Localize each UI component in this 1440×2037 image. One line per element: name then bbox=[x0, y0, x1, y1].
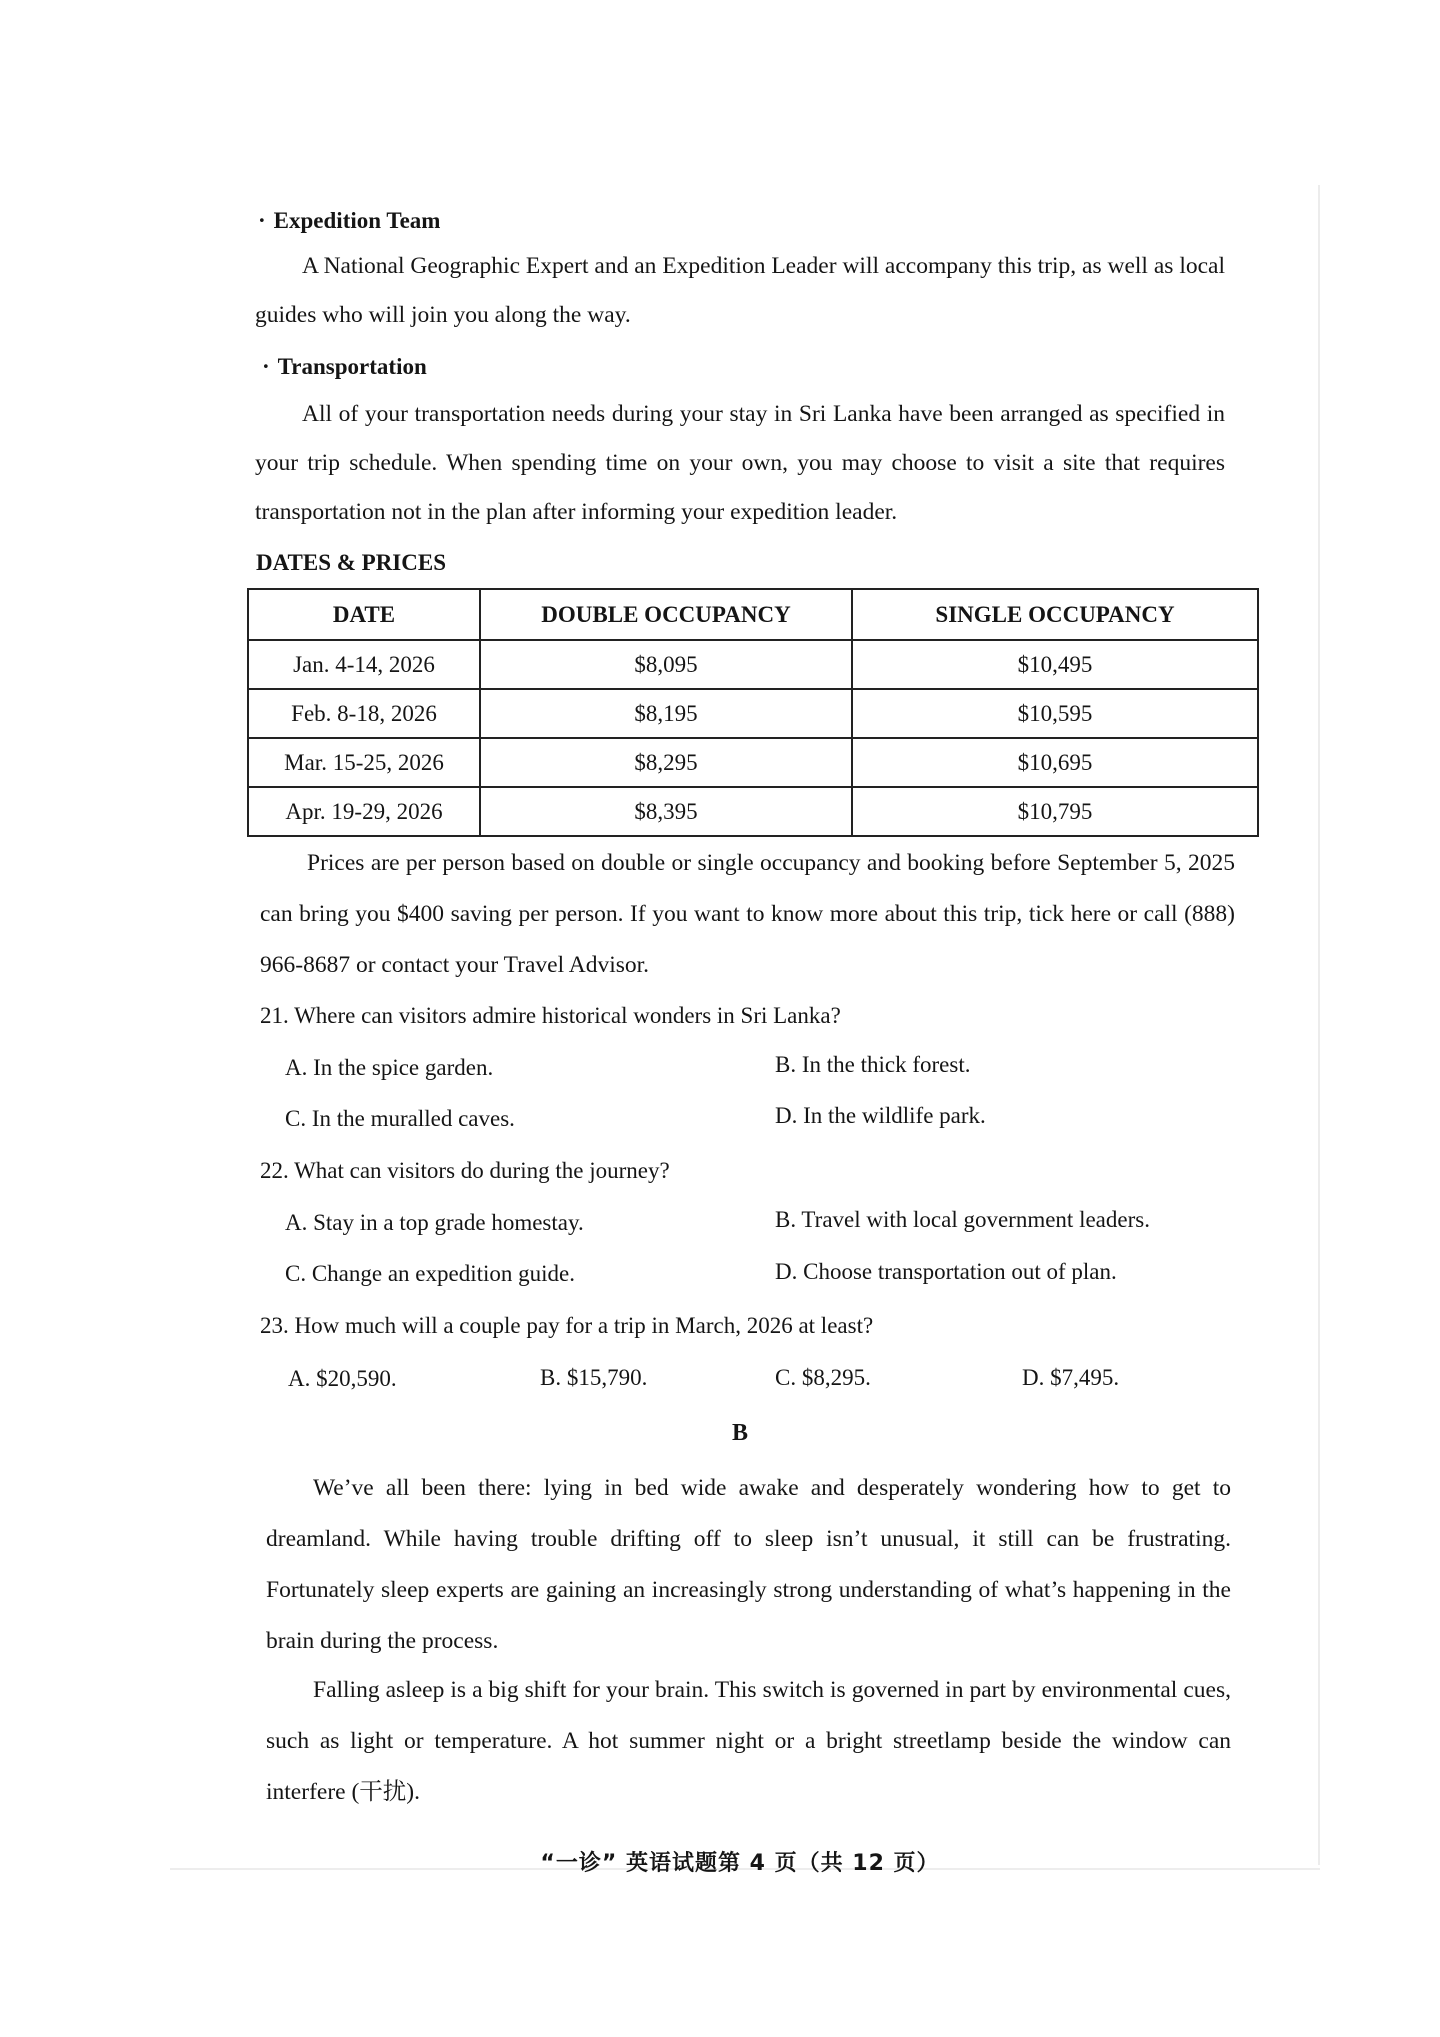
table-row bbox=[248, 738, 1258, 787]
paragraph-text: Falling asleep is a big shift for your brain. This switch is governed in part by environmental cues, such as light or temperature. A hot summer night or a bright streetlamp beside the window can interfere (干扰). bbox=[266, 1677, 1231, 1805]
paragraph-b-1 bbox=[266, 1463, 1231, 1667]
question-21-option-c: C. In the muralled caves. bbox=[285, 1106, 515, 1131]
column-header-single: SINGLE OCCUPANCY bbox=[852, 589, 1258, 640]
table-cell: $8,095 bbox=[480, 640, 852, 689]
question-21-option-d: D. In the wildlife park. bbox=[775, 1103, 986, 1128]
table-cell: $8,195 bbox=[480, 689, 852, 738]
paragraph-text: We’ve all been there: lying in bed wide awake and desperately wondering how to get to dreamland. While having trouble drifting off to sleep isn’t unusual, it still can be frustrating. Fortunately sleep experts are gaining an increasingly strong understanding of what’s happening in the brain during the process. bbox=[266, 1475, 1231, 1654]
table-cell: Apr. 19-29, 2026 bbox=[248, 787, 480, 836]
paragraph-text: All of your transportation needs during your stay in Sri Lanka have been arranged as specified in your trip schedule. When spending time on your own, you may choose to visit a site that requires transportation not in the plan after informing your expedition leader. bbox=[255, 401, 1225, 525]
table-cell: $8,395 bbox=[480, 787, 852, 836]
table-cell: Mar. 15-25, 2026 bbox=[248, 738, 480, 787]
heading-text: Expedition Team bbox=[273, 208, 441, 233]
paragraph-text: A National Geographic Expert and an Expedition Leader will accompany this trip, as well as local guides who will join you along the way. bbox=[255, 253, 1225, 328]
heading-expedition-team bbox=[258, 208, 440, 234]
page-footer: “一诊” 英语试题第 4 页（共 12 页） bbox=[540, 1851, 940, 1876]
column-header-date: DATE bbox=[248, 589, 480, 640]
paragraph-price-note bbox=[260, 838, 1235, 991]
heading-dates-prices: DATES & PRICES bbox=[256, 550, 446, 575]
question-22-option-c: C. Change an expedition guide. bbox=[285, 1261, 575, 1286]
paragraph-expedition-team bbox=[255, 242, 1225, 340]
question-23-option-a: A. $20,590. bbox=[288, 1366, 397, 1391]
table-row bbox=[248, 640, 1258, 689]
section-label-b: B bbox=[731, 1420, 748, 1446]
table-cell: $8,295 bbox=[480, 738, 852, 787]
question-22: 22. What can visitors do during the journey? bbox=[260, 1158, 670, 1183]
table-cell: $10,795 bbox=[852, 787, 1258, 836]
question-23-option-d: D. $7,495. bbox=[1022, 1365, 1120, 1390]
column-header-double: DOUBLE OCCUPANCY bbox=[480, 589, 852, 640]
table-header-row bbox=[248, 589, 1258, 640]
table-cell: Jan. 4-14, 2026 bbox=[248, 640, 480, 689]
table-cell: $10,595 bbox=[852, 689, 1258, 738]
table-row bbox=[248, 689, 1258, 738]
scan-edge-right bbox=[1318, 185, 1320, 1865]
question-21-option-b: B. In the thick forest. bbox=[775, 1052, 971, 1077]
price-table bbox=[247, 588, 1259, 837]
table-cell: $10,495 bbox=[852, 640, 1258, 689]
question-22-option-d: D. Choose transportation out of plan. bbox=[775, 1259, 1117, 1284]
question-22-option-b: B. Travel with local government leaders. bbox=[775, 1207, 1150, 1232]
question-21: 21. Where can visitors admire historical wonders in Sri Lanka? bbox=[260, 1003, 841, 1028]
paragraph-text: Prices are per person based on double or single occupancy and booking before September 5, 2025 can bring you $400 saving per person. If you want to know more about this trip, tick here or call (888) 966-8687 or contact your Travel Advisor. bbox=[260, 850, 1235, 978]
bullet-dot: · bbox=[258, 208, 266, 233]
table-row bbox=[248, 787, 1258, 836]
paragraph-transportation bbox=[255, 390, 1225, 537]
question-21-option-a: A. In the spice garden. bbox=[285, 1055, 494, 1080]
question-23-option-c: C. $8,295. bbox=[775, 1365, 871, 1390]
question-22-option-a: A. Stay in a top grade homestay. bbox=[285, 1210, 584, 1235]
question-23: 23. How much will a couple pay for a trip in March, 2026 at least? bbox=[260, 1313, 874, 1338]
question-23-option-b: B. $15,790. bbox=[540, 1365, 648, 1390]
paragraph-b-2 bbox=[266, 1665, 1231, 1818]
table-cell: $10,695 bbox=[852, 738, 1258, 787]
heading-transportation bbox=[262, 354, 427, 380]
table-cell: Feb. 8-18, 2026 bbox=[248, 689, 480, 738]
bullet-dot: · bbox=[262, 354, 270, 379]
heading-text: Transportation bbox=[277, 354, 427, 379]
